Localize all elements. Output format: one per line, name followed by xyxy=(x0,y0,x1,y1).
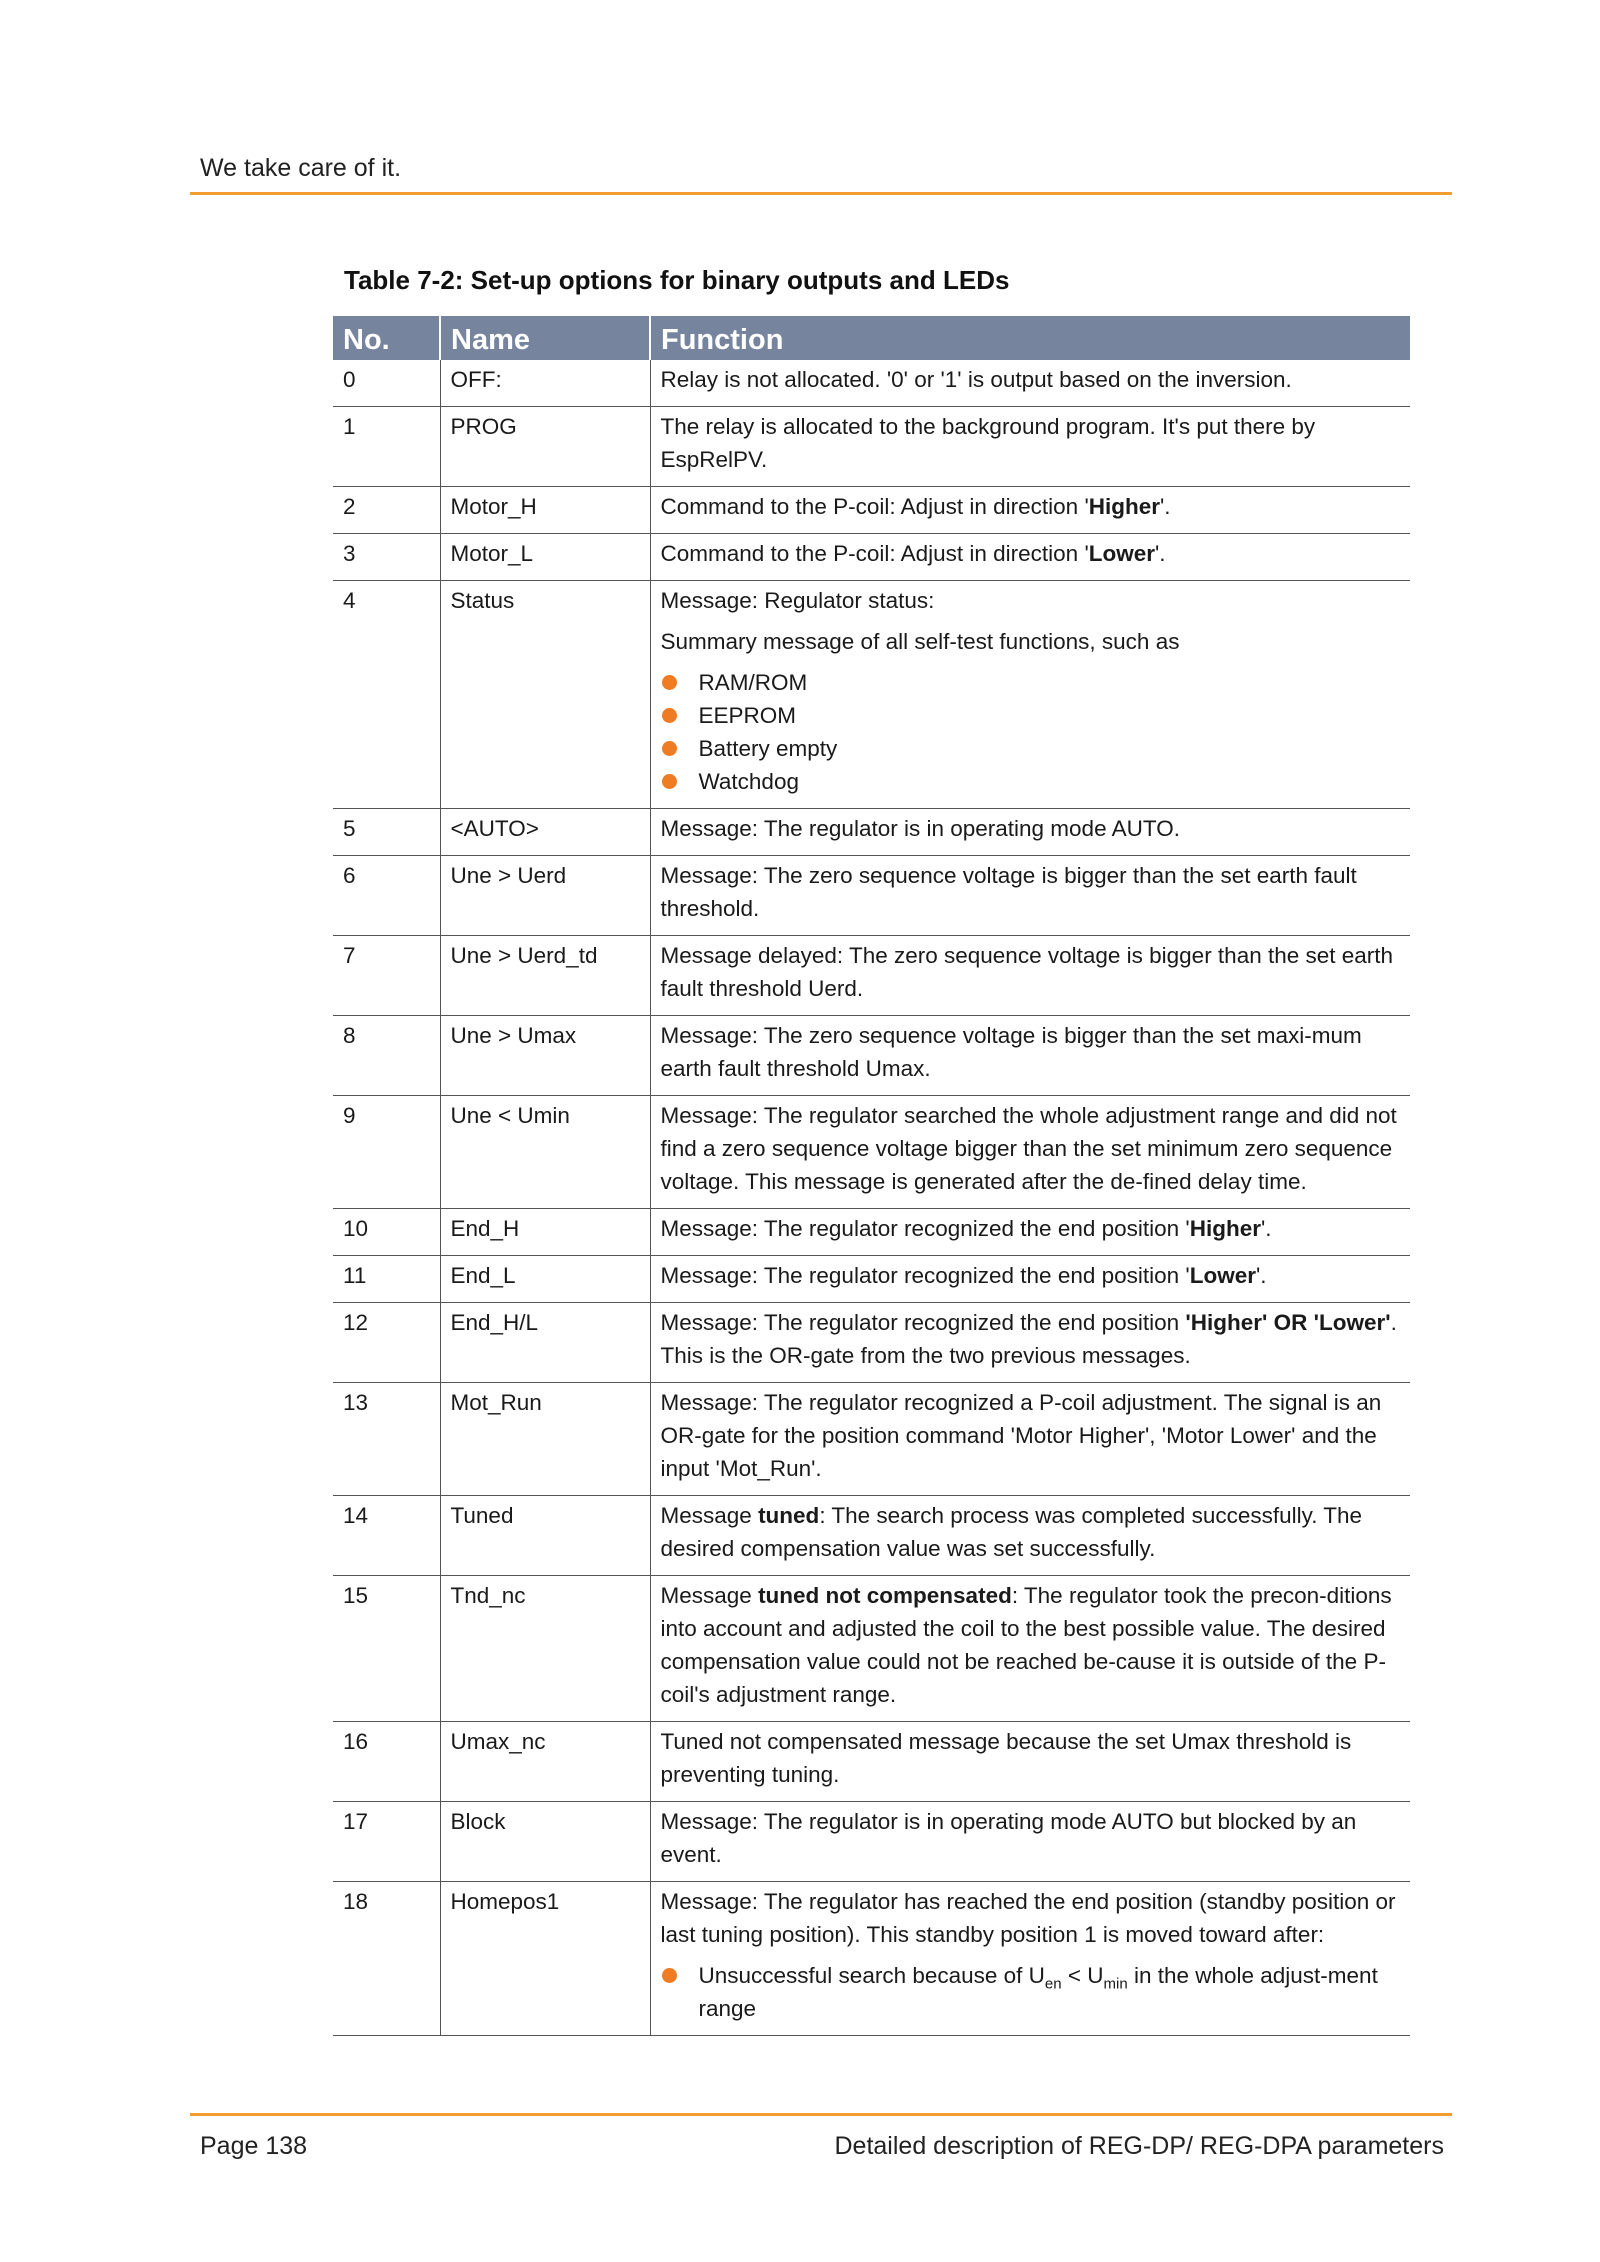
cell-name: End_H xyxy=(440,1209,650,1256)
text-segment: RAM/ROM xyxy=(698,670,808,695)
text-segment: Message: The regulator is in operating mode AUTO. xyxy=(660,816,1180,841)
cell-name: Block xyxy=(440,1802,650,1882)
cell-name: Status xyxy=(440,581,650,809)
list-item xyxy=(661,1959,1401,2025)
cell-no: 17 xyxy=(333,1802,440,1882)
table-body xyxy=(333,360,1410,2036)
page-number: Page 138 xyxy=(200,2132,308,2160)
list-item xyxy=(661,765,1401,798)
text-segment: Message: The zero sequence voltage is bigger than the set maxi-mum earth fault threshold Umax. xyxy=(660,1023,1362,1081)
function-paragraph xyxy=(661,1259,1401,1292)
cell-name: End_L xyxy=(440,1256,650,1303)
cell-no: 1 xyxy=(333,407,440,487)
page-footer xyxy=(190,2113,1452,2176)
text-segment: Message: Regulator status: xyxy=(660,588,935,613)
cell-no: 6 xyxy=(333,856,440,936)
table-row xyxy=(333,534,1410,581)
table-row xyxy=(333,1209,1410,1256)
table-row xyxy=(333,1576,1410,1722)
cell-name: Motor_L xyxy=(440,534,650,581)
text-segment: Message: The regulator has reached the end position (standby position or last tuning position). This standby position 1 is moved toward after: xyxy=(660,1889,1396,1947)
cell-no: 2 xyxy=(333,487,440,534)
list-item xyxy=(661,666,1401,699)
table-row xyxy=(333,1882,1410,2036)
text-segment: Relay is not allocated. '0' or '1' is output based on the inversion. xyxy=(660,367,1292,392)
bold-text: tuned xyxy=(758,1503,820,1528)
text-segment: Message: The regulator searched the whole adjustment range and did not find a zero sequence voltage bigger than the set minimum zero sequence voltage. This message is generated after the de-fined delay time. xyxy=(660,1103,1397,1194)
cell-function xyxy=(650,1303,1410,1383)
text-segment: Message: The regulator recognized the end position ' xyxy=(660,1263,1190,1288)
table-row xyxy=(333,1802,1410,1882)
table-row xyxy=(333,856,1410,936)
cell-name: Une > Uerd xyxy=(440,856,650,936)
text-segment: '. xyxy=(1155,541,1166,566)
cell-no: 15 xyxy=(333,1576,440,1722)
function-paragraph xyxy=(661,1579,1401,1711)
bullet-icon xyxy=(662,708,677,723)
table-row xyxy=(333,360,1410,407)
cell-function xyxy=(650,1096,1410,1209)
cell-no: 7 xyxy=(333,936,440,1016)
function-paragraph xyxy=(661,1805,1401,1871)
cell-name: Une > Umax xyxy=(440,1016,650,1096)
cell-function xyxy=(650,407,1410,487)
cell-function xyxy=(650,1722,1410,1802)
cell-name: End_H/L xyxy=(440,1303,650,1383)
bold-text: Higher xyxy=(1088,494,1161,519)
function-paragraph xyxy=(661,537,1401,570)
table-row xyxy=(333,581,1410,809)
text-segment: Message: The zero sequence voltage is bigger than the set earth fault threshold. xyxy=(660,863,1357,921)
function-paragraph xyxy=(661,410,1401,476)
text-segment: Message: The regulator recognized the end position ' xyxy=(660,1216,1190,1241)
table-row xyxy=(333,936,1410,1016)
cell-function xyxy=(650,856,1410,936)
cell-no: 8 xyxy=(333,1016,440,1096)
list-item xyxy=(661,699,1401,732)
table-row xyxy=(333,1303,1410,1383)
cell-no: 14 xyxy=(333,1496,440,1576)
cell-name: Une > Uerd_td xyxy=(440,936,650,1016)
function-paragraph xyxy=(661,584,1401,617)
bullet-icon xyxy=(662,741,677,756)
bold-text: tuned not compensated xyxy=(758,1583,1012,1608)
function-paragraph xyxy=(661,1019,1401,1085)
cell-no: 12 xyxy=(333,1303,440,1383)
cell-no: 13 xyxy=(333,1383,440,1496)
text-segment: EEPROM xyxy=(698,703,797,728)
cell-name: Tuned xyxy=(440,1496,650,1576)
table-row xyxy=(333,1096,1410,1209)
cell-name: Mot_Run xyxy=(440,1383,650,1496)
cell-function xyxy=(650,1016,1410,1096)
list-item xyxy=(661,732,1401,765)
bullet-icon xyxy=(662,1968,677,1983)
column-header-function: Function xyxy=(650,316,1410,360)
text-segment: Message xyxy=(660,1503,759,1528)
table-row xyxy=(333,809,1410,856)
table-row xyxy=(333,1383,1410,1496)
text-segment: Message delayed: The zero sequence voltage is bigger than the set earth fault threshold Uerd. xyxy=(660,943,1394,1001)
function-paragraph xyxy=(661,490,1401,523)
cell-function xyxy=(650,1576,1410,1722)
bold-text: Higher xyxy=(1189,1216,1261,1241)
text-segment: Unsuccessful search because of U xyxy=(698,1963,1045,1988)
cell-no: 5 xyxy=(333,809,440,856)
page-header xyxy=(190,140,1452,195)
table-header-row xyxy=(333,316,1410,360)
text-segment: Command to the P-coil: Adjust in direction ' xyxy=(660,494,1089,519)
function-paragraph xyxy=(661,1306,1401,1372)
cell-function xyxy=(650,1496,1410,1576)
bullet-icon xyxy=(662,675,677,690)
bullet-icon xyxy=(662,774,677,789)
text-segment: The relay is allocated to the background program. It's put there by EspRelPV. xyxy=(660,414,1316,472)
subscript-text: en xyxy=(1044,1975,1062,1993)
text-segment: Message xyxy=(660,1583,759,1608)
table-row xyxy=(333,1722,1410,1802)
text-segment: Message: The regulator recognized the end position xyxy=(660,1310,1186,1335)
function-paragraph xyxy=(661,1099,1401,1198)
cell-name: Une < Umin xyxy=(440,1096,650,1209)
cell-no: 9 xyxy=(333,1096,440,1209)
cell-function xyxy=(650,1209,1410,1256)
function-paragraph xyxy=(661,1725,1401,1791)
text-segment: : The regulator took the precon-ditions into account and adjusted the coil to the best possible value. The desired compensation value could not be reached be-cause it is outside of the P-coil's adjustment range. xyxy=(660,1583,1392,1707)
cell-function xyxy=(650,360,1410,407)
text-segment: Message: The regulator is in operating mode AUTO but blocked by an event. xyxy=(660,1809,1357,1867)
function-paragraph xyxy=(661,812,1401,845)
function-paragraph xyxy=(661,1499,1401,1565)
function-paragraph xyxy=(661,625,1401,658)
text-segment: Message: The regulator recognized a P-coil adjustment. The signal is an OR-gate for the position command 'Motor Higher', 'Motor Lower' and the input 'Mot_Run'. xyxy=(660,1390,1382,1481)
cell-no: 3 xyxy=(333,534,440,581)
cell-function xyxy=(650,936,1410,1016)
cell-function xyxy=(650,487,1410,534)
cell-no: 4 xyxy=(333,581,440,809)
cell-function xyxy=(650,534,1410,581)
table-row xyxy=(333,1496,1410,1576)
function-paragraph xyxy=(661,1885,1401,1951)
table-row xyxy=(333,1016,1410,1096)
cell-function xyxy=(650,1383,1410,1496)
function-paragraph xyxy=(661,939,1401,1005)
cell-no: 10 xyxy=(333,1209,440,1256)
header-tagline: We take care of it. xyxy=(200,154,402,182)
text-segment: Watchdog xyxy=(698,769,799,794)
text-segment: Summary message of all self-test functions, such as xyxy=(660,629,1180,654)
table-row xyxy=(333,487,1410,534)
cell-name: Umax_nc xyxy=(440,1722,650,1802)
text-segment: '. xyxy=(1255,1263,1267,1288)
cell-function xyxy=(650,1802,1410,1882)
cell-no: 16 xyxy=(333,1722,440,1802)
cell-no: 0 xyxy=(333,360,440,407)
bold-text: 'Higher' OR 'Lower' xyxy=(1185,1310,1391,1335)
bullet-list xyxy=(661,1959,1401,2025)
text-segment: in the whole adjust-ment range xyxy=(698,1963,1378,2021)
binary-outputs-table xyxy=(333,316,1410,2036)
cell-function xyxy=(650,1882,1410,2036)
table-row xyxy=(333,1256,1410,1303)
cell-no: 11 xyxy=(333,1256,440,1303)
bold-text: Lower xyxy=(1088,541,1156,566)
text-segment: < U xyxy=(1061,1963,1104,1988)
cell-name: OFF: xyxy=(440,360,650,407)
cell-function xyxy=(650,1256,1410,1303)
cell-name: Homepos1 xyxy=(440,1882,650,2036)
bullet-list xyxy=(661,666,1401,798)
footer-title: Detailed description of REG-DP/ REG-DPA parameters xyxy=(834,2132,1444,2160)
function-paragraph xyxy=(661,363,1401,396)
subscript-text: min xyxy=(1103,1975,1128,1993)
cell-name: Motor_H xyxy=(440,487,650,534)
cell-name: <AUTO> xyxy=(440,809,650,856)
text-segment: Command to the P-coil: Adjust in direction ' xyxy=(660,541,1089,566)
text-segment: . This is the OR-gate from the two previous messages. xyxy=(660,1310,1397,1368)
function-paragraph xyxy=(661,859,1401,925)
text-segment: Tuned not compensated message because the set Umax threshold is preventing tuning. xyxy=(660,1729,1352,1787)
text-segment: : The search process was completed successfully. The desired compensation value was set successfully. xyxy=(660,1503,1363,1561)
cell-function xyxy=(650,581,1410,809)
table-row xyxy=(333,407,1410,487)
column-header-no: No. xyxy=(333,316,440,360)
text-segment: Battery empty xyxy=(698,736,838,761)
cell-name: Tnd_nc xyxy=(440,1576,650,1722)
function-paragraph xyxy=(661,1386,1401,1485)
bold-text: Lower xyxy=(1189,1263,1256,1288)
cell-function xyxy=(650,809,1410,856)
function-paragraph xyxy=(661,1212,1401,1245)
text-segment: '. xyxy=(1160,494,1171,519)
table-caption: Table 7-2: Set-up options for binary outputs and LEDs xyxy=(344,265,1010,295)
cell-no: 18 xyxy=(333,1882,440,2036)
text-segment: '. xyxy=(1260,1216,1272,1241)
column-header-name: Name xyxy=(440,316,650,360)
cell-name: PROG xyxy=(440,407,650,487)
